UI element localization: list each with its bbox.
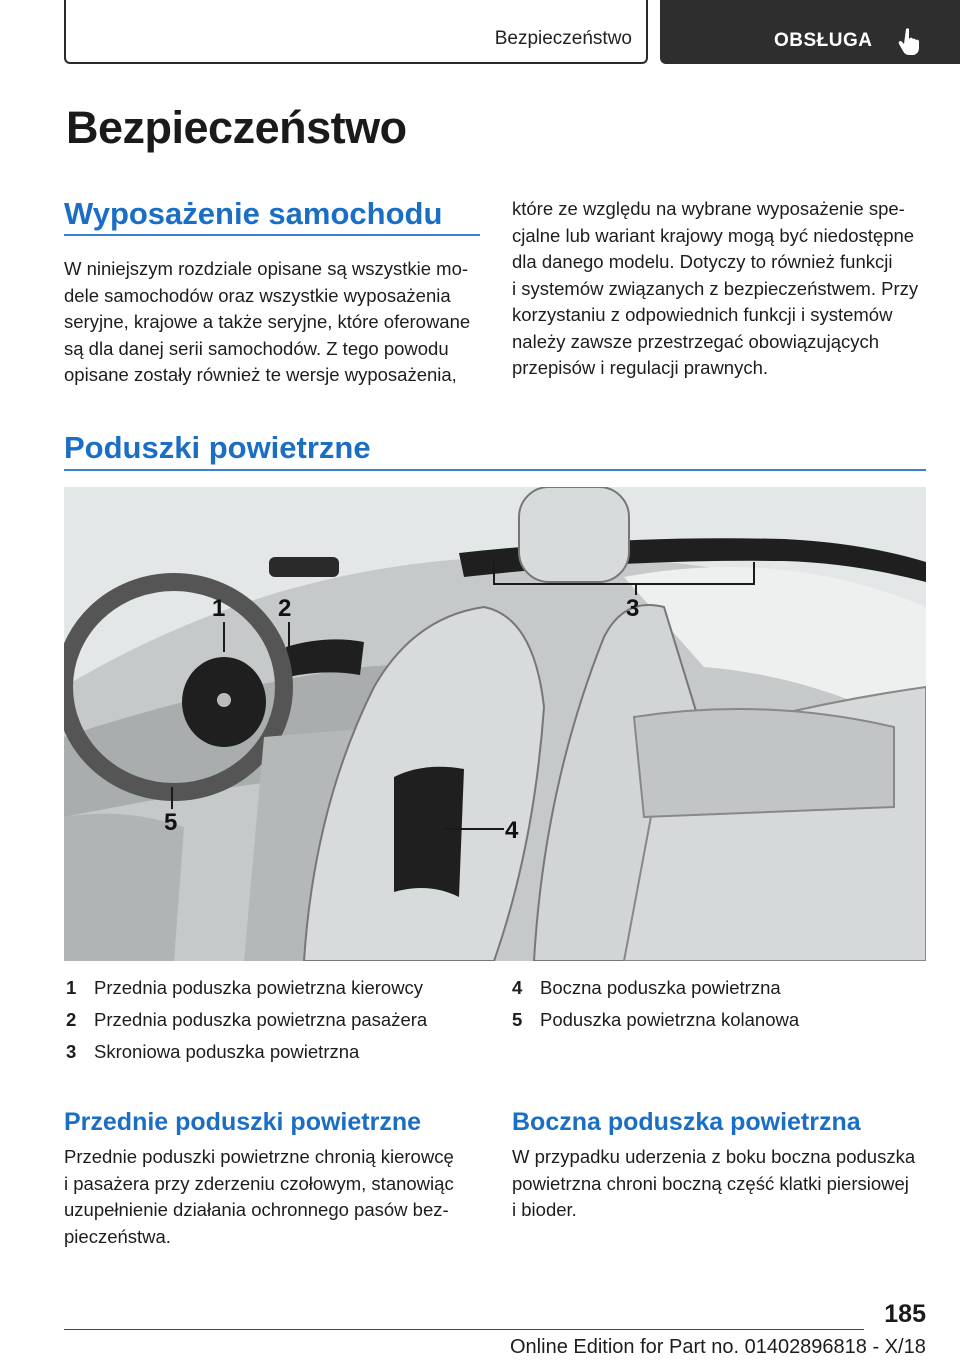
legend-text: Skroniowa poduszka powietrzna <box>94 1041 360 1062</box>
callout-1: 1 <box>212 595 226 622</box>
legend-item <box>512 1004 932 1036</box>
legend-number: 3 <box>66 1041 77 1062</box>
legend-number: 4 <box>512 977 523 998</box>
subsection-title-side-airbag: Boczna poduszka powietrzna <box>512 1108 861 1136</box>
header-section-tab <box>64 0 648 64</box>
subsection-title-front-airbags: Przednie poduszki powietrzne <box>64 1108 421 1136</box>
section-title-equipment: Wyposażenie samochodu <box>64 196 443 231</box>
equipment-text-col1 <box>64 256 484 389</box>
page-number: 185 <box>884 1300 926 1328</box>
legend-item <box>512 972 932 1004</box>
legend-item <box>66 1004 486 1036</box>
callout-2: 2 <box>278 595 292 622</box>
legend-number: 5 <box>512 1009 523 1030</box>
text-line: powietrzna chroni boczną część klatki piersiowej <box>512 1172 909 1194</box>
text-line: należy zawsze przestrzegać obowiązujących <box>512 330 880 352</box>
legend-text: Przednia poduszka powietrzna kierowcy <box>94 977 424 998</box>
text-line: W niniejszym rozdziale opisane są wszystkie mo‐ <box>64 258 469 279</box>
legend-text: Poduszka powietrzna kolanowa <box>540 1009 800 1030</box>
legend-item <box>66 1036 486 1068</box>
section-title-airbags: Poduszki powietrzne <box>64 430 371 465</box>
text-line: cjalne lub wariant krajowy mogą być niedostępne <box>512 224 915 246</box>
legend-number: 1 <box>66 977 77 998</box>
legend-left <box>66 972 486 1068</box>
footer-rule <box>64 1329 864 1330</box>
equipment-text-col2 <box>512 196 932 382</box>
side-airbag-text <box>512 1144 932 1224</box>
text-line: i bioder. <box>512 1199 577 1220</box>
legend-number: 2 <box>66 1009 77 1030</box>
text-line: seryjne, krajowe a także seryjne, które oferowane <box>64 311 471 332</box>
hand-pointer-icon <box>898 27 922 55</box>
text-line: są dla danej serii samochodów. Z tego powodu <box>64 337 449 359</box>
header-chapter-label: OBSŁUGA <box>774 30 873 51</box>
legend-item <box>66 972 486 1004</box>
car-interior-drawing <box>64 487 926 961</box>
legend-text: Boczna poduszka powietrzna <box>540 977 781 998</box>
text-line: i systemów związanych z bezpieczeństwem. Przy <box>512 277 919 299</box>
text-line: opisane zostały również te wersje wyposażenia, <box>64 364 457 385</box>
front-airbags-text <box>64 1144 484 1250</box>
callout-3: 3 <box>626 595 640 622</box>
legend-text: Przednia poduszka powietrzna pasażera <box>94 1009 428 1030</box>
text-line: które ze względu na wybrane wyposażenie spe‐ <box>512 198 905 219</box>
section-rule-airbags <box>64 469 926 471</box>
page-title: Bezpieczeństwo <box>66 102 407 153</box>
text-line: i pasażera przy zderzeniu czołowym, stanowiąc <box>64 1172 454 1194</box>
text-line: uzupełnienie działania ochronnego pasów bez‐ <box>64 1199 449 1220</box>
text-line: przepisów i regulacji prawnych. <box>512 357 769 378</box>
legend-right <box>512 972 932 1036</box>
text-line: dla danego modelu. Dotyczy to również funkcji <box>512 251 893 272</box>
callout-5: 5 <box>164 809 178 836</box>
callout-4: 4 <box>505 817 519 844</box>
text-line: Przednie poduszki powietrzne chronią kierowcę <box>64 1146 454 1167</box>
text-line: korzystaniu z odpowiednich funkcji i systemów <box>512 304 893 325</box>
airbag-illustration <box>64 487 926 961</box>
header-section-label: Bezpieczeństwo <box>494 28 632 49</box>
text-line: W przypadku uderzenia z boku boczna poduszka <box>512 1146 916 1167</box>
text-line: dele samochodów oraz wszystkie wyposażenia <box>64 284 451 306</box>
section-rule-equipment <box>64 234 480 236</box>
footer-edition: Online Edition for Part no. 01402896818 - X/18 <box>510 1336 926 1358</box>
text-line: pieczeństwa. <box>64 1225 171 1247</box>
